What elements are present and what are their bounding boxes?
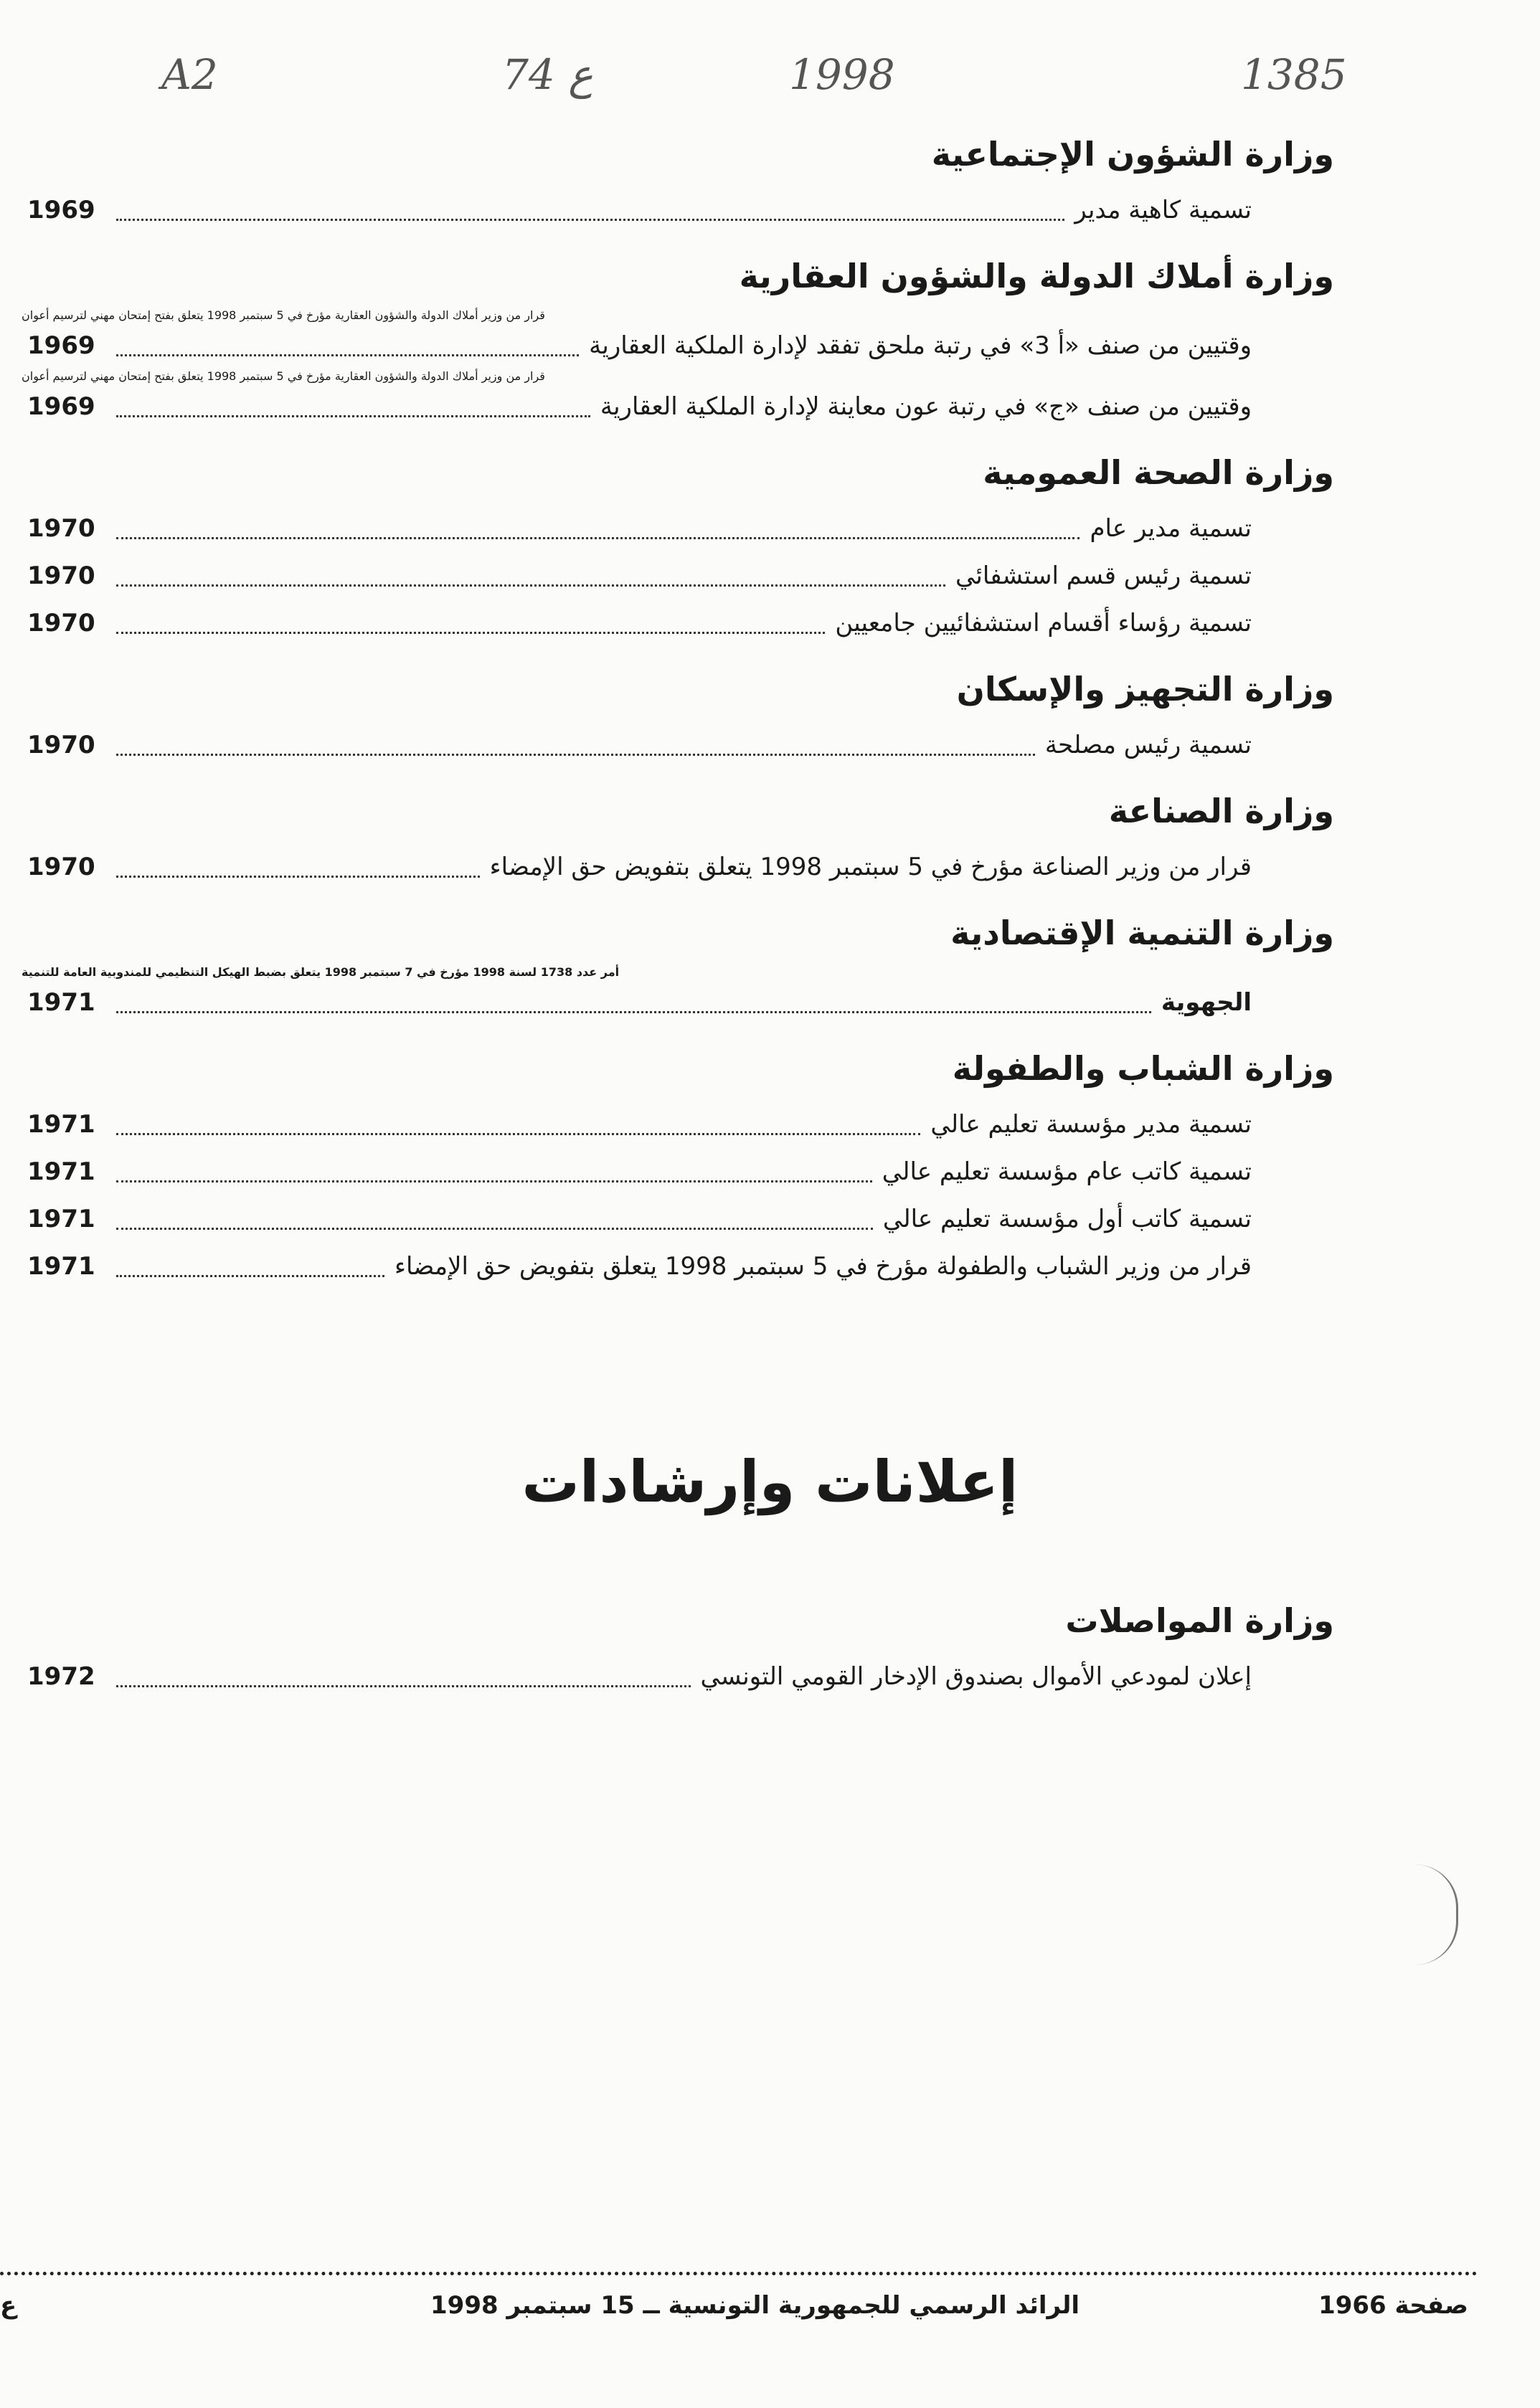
toc-entry xyxy=(22,1243,1334,1290)
dot-leader xyxy=(116,536,1080,539)
toc-section xyxy=(22,779,1334,891)
toc-entry xyxy=(22,843,1334,891)
entry-text: تسمية رئيس مصلحة xyxy=(1044,731,1252,759)
section-title: وزارة الصناعة xyxy=(1108,792,1334,830)
page-number: 1969 xyxy=(27,196,95,224)
entry-text: تسمية كاتب أول مؤسسة تعليم عالي xyxy=(882,1205,1252,1233)
page-number: 1971 xyxy=(27,1157,95,1186)
page-number: 1969 xyxy=(27,331,95,360)
page-number: 1970 xyxy=(27,514,95,543)
page-number: 1970 xyxy=(27,609,95,637)
footer-publication: الرائد الرسمي للجمهورية التونسية ــ 15 سبتمبر 1998 xyxy=(430,2291,1080,2320)
page-number: 1971 xyxy=(27,1110,95,1139)
section-title: وزارة الشباب والطفولة xyxy=(952,1049,1334,1088)
footer-rule xyxy=(0,2272,1478,2275)
page-number: 1970 xyxy=(27,561,95,590)
entry-text: تسمية رؤساء أقسام استشفائيين جامعيين xyxy=(835,609,1252,637)
entry-text: تسمية كاتب عام مؤسسة تعليم عالي xyxy=(882,1157,1252,1186)
toc-entry xyxy=(22,1195,1334,1243)
margin-mark xyxy=(1413,1864,1458,1965)
toc-entry xyxy=(22,505,1334,552)
section-title: وزارة المواصلات xyxy=(1065,1601,1334,1640)
handwritten-annotation-a: A2 xyxy=(161,50,218,99)
dot-leader xyxy=(116,1227,873,1230)
dot-leader xyxy=(116,753,1035,756)
page-footer xyxy=(0,2291,1540,2334)
toc-section xyxy=(22,901,1334,1026)
entry-text: تسمية كاهية مدير xyxy=(1074,196,1252,224)
section-title: وزارة أملاك الدولة والشؤون العقارية xyxy=(739,257,1334,295)
toc-entry xyxy=(22,552,1334,599)
toc-entry xyxy=(22,322,1334,369)
announcements-heading: إعلانات وإرشادات xyxy=(521,1449,1019,1515)
page-number: 1971 xyxy=(27,1252,95,1281)
announcements-section xyxy=(22,1588,1334,1700)
toc-entry xyxy=(22,599,1334,647)
dot-leader xyxy=(116,218,1064,221)
section-title: وزارة الشؤون الإجتماعية xyxy=(931,135,1334,174)
toc-section xyxy=(22,1036,1334,1290)
dot-leader xyxy=(116,631,825,634)
section-title: وزارة التنمية الإقتصادية xyxy=(950,914,1334,952)
handwritten-annotation-c: 1998 xyxy=(789,50,895,99)
dot-leader xyxy=(116,1180,872,1182)
entry-text: تسمية مدير عام xyxy=(1090,514,1252,543)
toc-section xyxy=(22,122,1334,234)
toc-entry xyxy=(22,1653,1334,1700)
entry-text: وقتيين من صنف «ج» في رتبة عون معاينة لإدارة الملكية العقارية xyxy=(600,392,1252,421)
dot-leader xyxy=(116,1274,384,1277)
toc-section xyxy=(22,657,1334,769)
page-number: 1971 xyxy=(27,1205,95,1233)
page-number: 1970 xyxy=(27,853,95,881)
page-number: 1969 xyxy=(27,392,95,421)
table-of-contents xyxy=(22,122,1334,1300)
entry-text-line: أمر عدد 1738 لسنة 1998 مؤرخ في 7 سبتمبر 1998 يتعلق بضبط الهيكل التنظيمي للمندوبية العامة للتنمية xyxy=(22,965,620,979)
dot-leader xyxy=(116,1684,691,1687)
toc-entry xyxy=(22,979,1334,1026)
entry-text-line: قرار من وزير أملاك الدولة والشؤون العقارية مؤرخ في 5 سبتمبر 1998 يتعلق بفتح إمتحان مهني لترسيم أعوان xyxy=(22,308,545,322)
dot-leader xyxy=(116,584,945,587)
toc-section xyxy=(22,440,1334,647)
entry-text-line: قرار من وزير أملاك الدولة والشؤون العقارية مؤرخ في 5 سبتمبر 1998 يتعلق بفتح إمتحان مهني لترسيم أعوان xyxy=(22,369,545,383)
page-number: 1971 xyxy=(27,988,95,1017)
handwritten-annotation-d: 1385 xyxy=(1241,50,1347,99)
toc-entry xyxy=(22,383,1334,430)
section-title: وزارة الصحة العمومية xyxy=(983,453,1334,492)
toc-entry xyxy=(22,1101,1334,1148)
page-number: 1970 xyxy=(27,731,95,759)
entry-text: تسمية مدير مؤسسة تعليم عالي xyxy=(930,1110,1252,1139)
toc-entry xyxy=(22,186,1334,234)
section-title: وزارة التجهيز والإسكان xyxy=(956,670,1334,708)
entry-text: وقتيين من صنف «أ 3» في رتبة ملحق تفقد لإدارة الملكية العقارية xyxy=(589,331,1252,360)
entry-text: الجهوية xyxy=(1161,988,1252,1017)
footer-left: ع xyxy=(0,2291,17,2320)
dot-leader xyxy=(116,1132,920,1135)
entry-text: قرار من وزير الصناعة مؤرخ في 5 سبتمبر 1998 يتعلق بتفويض حق الإمضاء xyxy=(489,853,1252,881)
dot-leader xyxy=(116,414,590,417)
entry-text: تسمية رئيس قسم استشفائي xyxy=(955,561,1252,590)
toc-section xyxy=(22,244,1334,430)
toc-entry xyxy=(22,721,1334,769)
footer-page-number: صفحة 1966 xyxy=(1318,2291,1468,2320)
page-number: 1972 xyxy=(27,1662,95,1691)
entry-text: قرار من وزير الشباب والطفولة مؤرخ في 5 سبتمبر 1998 يتعلق بتفويض حق الإمضاء xyxy=(395,1252,1252,1281)
dot-leader xyxy=(116,354,579,356)
toc-entry xyxy=(22,1148,1334,1195)
entry-text: إعلان لمودعي الأموال بصندوق الإدخار القومي التونسي xyxy=(700,1662,1252,1691)
handwritten-annotation-b: 74 ع xyxy=(502,50,593,99)
dot-leader xyxy=(116,1010,1151,1013)
dot-leader xyxy=(116,875,480,878)
